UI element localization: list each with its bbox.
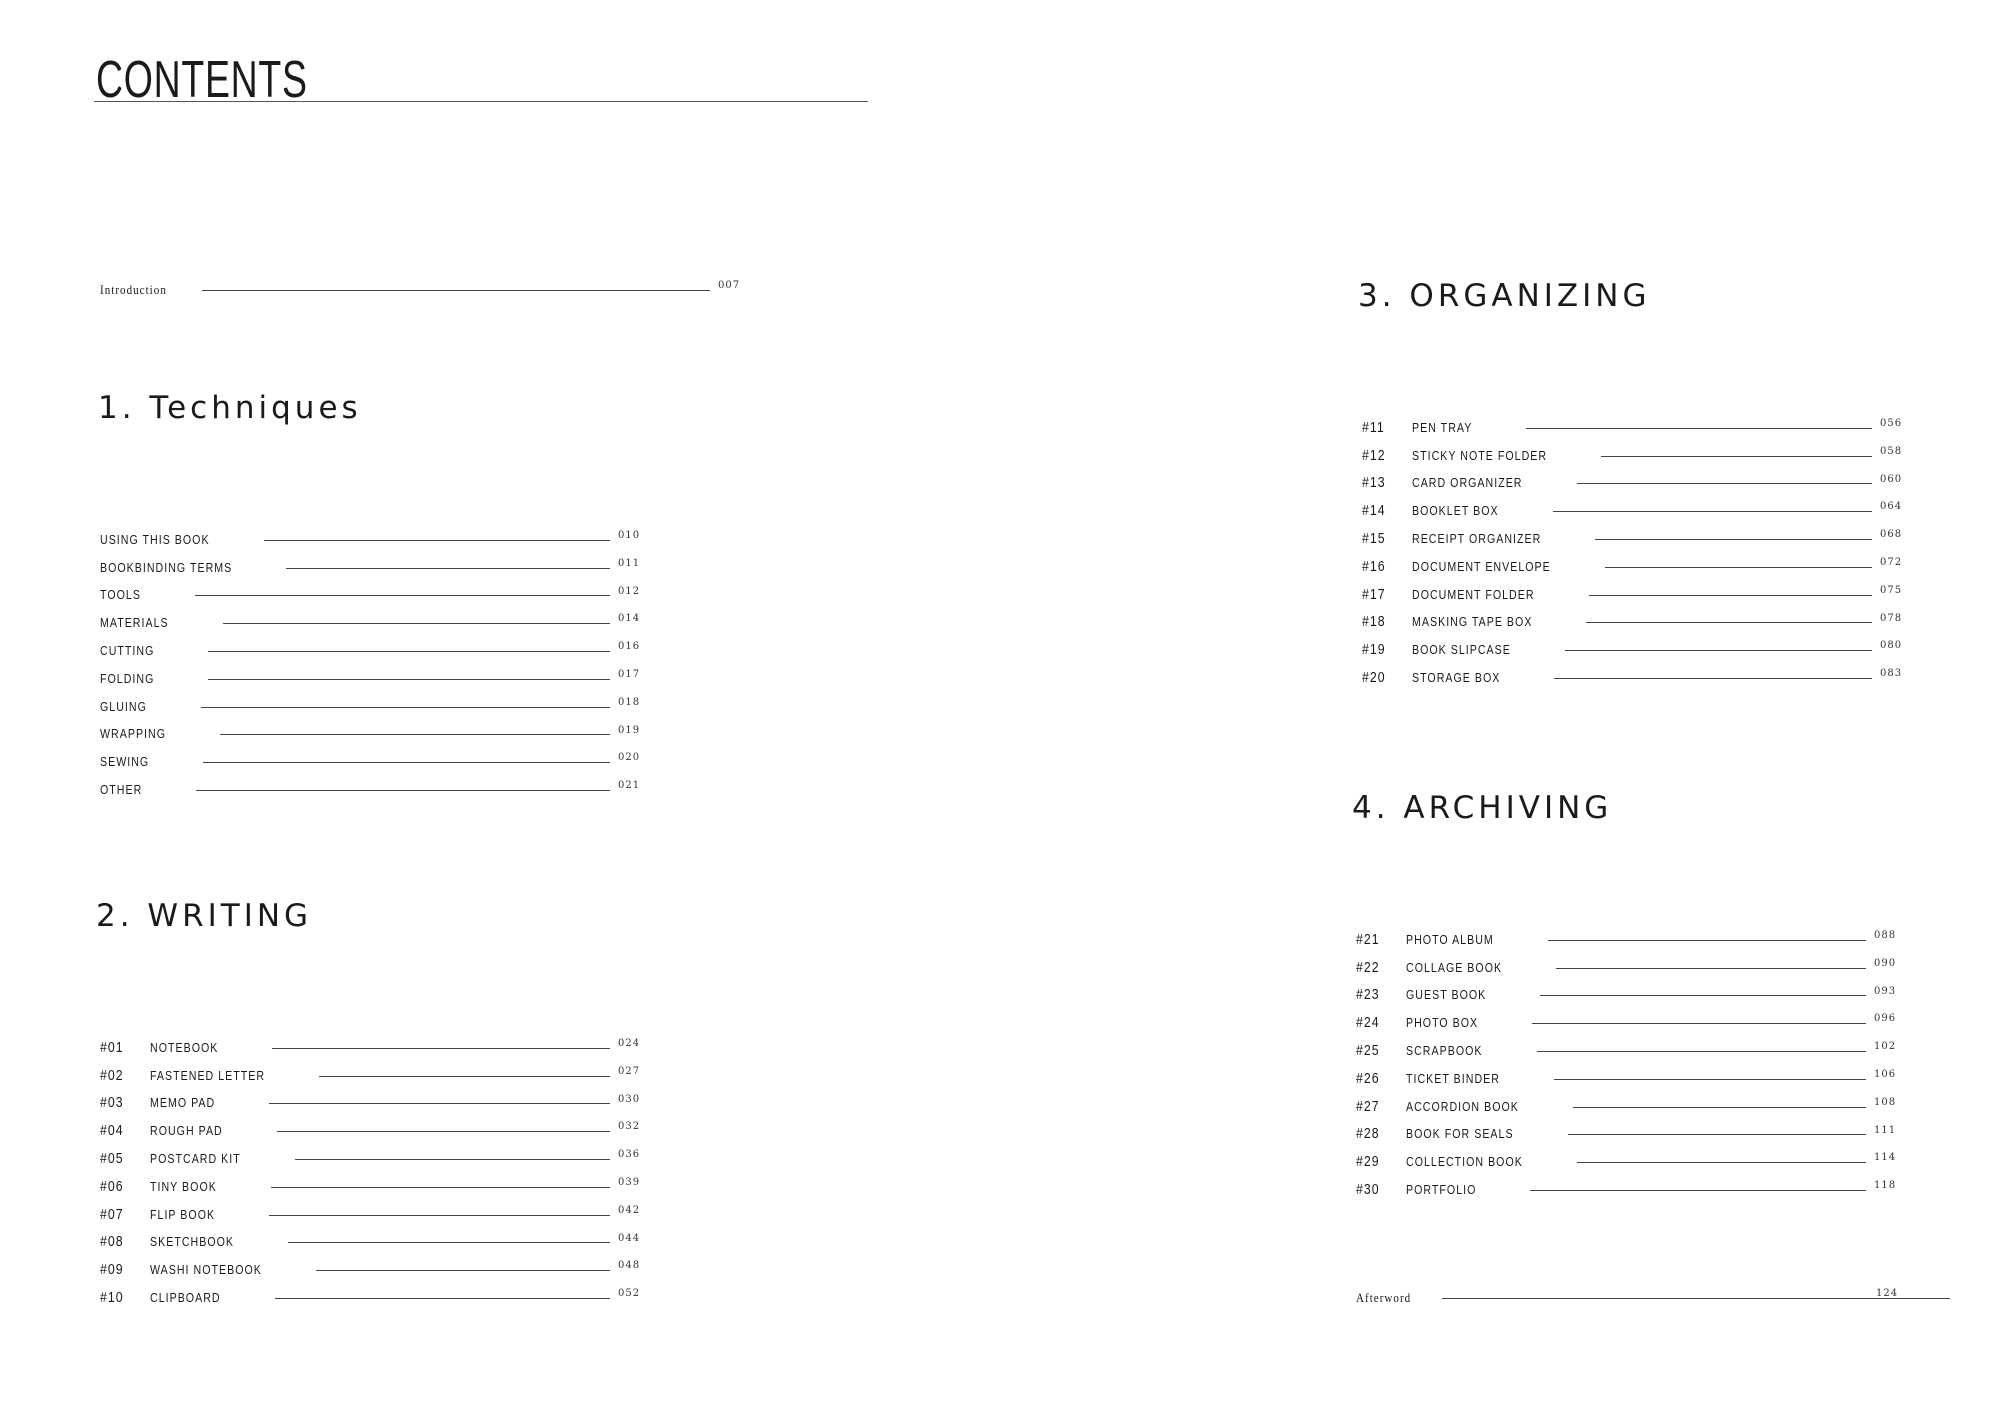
page-number: 075 [1880, 584, 1903, 596]
toc-row[interactable] [100, 721, 640, 749]
leader-line [1526, 428, 1872, 429]
toc-row[interactable] [100, 1173, 640, 1201]
item-number: #19 [1362, 642, 1386, 659]
leader-line [269, 1215, 610, 1216]
leader-line [1573, 1107, 1866, 1108]
leader-line [203, 762, 610, 763]
page-number: 042 [618, 1204, 641, 1216]
page-number: 072 [1880, 556, 1903, 568]
toc-row[interactable] [1356, 982, 1896, 1010]
item-label: CARD ORGANIZER [1412, 476, 1523, 491]
item-label: POSTCARD KIT [150, 1152, 241, 1167]
leader-line [208, 679, 610, 680]
page-number: 064 [1880, 501, 1903, 513]
item-number: #27 [1356, 1098, 1380, 1115]
page-number: 060 [1880, 473, 1903, 485]
item-number: #28 [1356, 1126, 1380, 1143]
toc-row[interactable] [1362, 553, 1902, 581]
leader-line [1548, 940, 1866, 941]
page-number: 032 [618, 1121, 641, 1133]
page-number: 036 [618, 1149, 641, 1161]
leader-line [269, 1103, 610, 1104]
page-number: 058 [1880, 445, 1903, 457]
techniques-list [100, 526, 640, 804]
toc-row[interactable] [1356, 1093, 1896, 1121]
toc-row[interactable] [100, 1145, 640, 1173]
toc-row[interactable] [100, 276, 741, 304]
item-number: #14 [1362, 503, 1386, 520]
page-number: 018 [618, 696, 641, 708]
item-number: #18 [1362, 614, 1386, 631]
page-number: 088 [1874, 930, 1897, 941]
item-label: ROUGH PAD [150, 1124, 223, 1139]
toc-row[interactable] [1362, 636, 1902, 664]
page-number: 030 [618, 1093, 641, 1105]
leader-line [1601, 456, 1872, 457]
leader-line [275, 1298, 610, 1299]
toc-row[interactable] [100, 526, 640, 554]
item-label: SKETCHBOOK [150, 1235, 235, 1250]
page-number: 012 [618, 585, 641, 597]
leader-line [195, 595, 610, 596]
item-label: FASTENED LETTER [150, 1068, 266, 1083]
leader-line [271, 1187, 610, 1188]
toc-row[interactable] [1356, 926, 1896, 954]
item-label: BOOKLET BOX [1412, 504, 1499, 519]
toc-row[interactable] [100, 637, 640, 665]
item-label: GLUING [100, 699, 147, 714]
introduction-label: Introduction [100, 281, 167, 297]
afterword-label: Afterword [1356, 1289, 1412, 1305]
toc-row[interactable] [100, 609, 640, 637]
organizing-list [1362, 414, 1902, 692]
item-number: #30 [1356, 1182, 1380, 1199]
page-number: 106 [1874, 1068, 1897, 1080]
toc-row[interactable] [1362, 497, 1902, 525]
toc-row[interactable] [1356, 1037, 1896, 1065]
leader-line [196, 790, 610, 791]
item-number: #09 [100, 1262, 124, 1279]
item-label: PHOTO ALBUM [1406, 932, 1494, 947]
page-number: 039 [618, 1176, 641, 1188]
page-number: 056 [1880, 418, 1903, 429]
item-number: #12 [1362, 447, 1386, 464]
toc-row[interactable] [1362, 442, 1902, 470]
leader-line [286, 568, 610, 569]
leader-line [220, 734, 610, 735]
toc-row[interactable] [1362, 664, 1902, 692]
leader-line [272, 1048, 610, 1049]
writing-list [100, 1034, 640, 1312]
item-label: MATERIALS [100, 616, 169, 631]
item-label: PEN TRAY [1412, 420, 1473, 435]
item-number: #23 [1356, 987, 1380, 1004]
toc-row[interactable] [100, 776, 640, 804]
item-number: #13 [1362, 475, 1386, 492]
leader-line [295, 1159, 610, 1160]
leader-line [1568, 1134, 1866, 1135]
item-label: TICKET BINDER [1406, 1071, 1500, 1086]
item-number: #08 [100, 1234, 124, 1251]
leader-line [208, 651, 610, 652]
item-number: #16 [1362, 558, 1386, 575]
section-heading-archiving: 4. ARCHIVING [1352, 790, 1613, 826]
toc-row[interactable] [100, 1201, 640, 1229]
leader-line [288, 1242, 610, 1243]
page-number: 124 [1876, 1288, 1899, 1299]
section-heading-techniques: 1. Techniques [98, 390, 362, 426]
toc-row[interactable] [100, 1090, 640, 1118]
item-label: RECEIPT ORGANIZER [1412, 532, 1542, 547]
leader-line [1605, 567, 1872, 568]
toc-row[interactable] [100, 1284, 640, 1312]
toc-row[interactable] [1356, 954, 1896, 982]
toc-row[interactable] [1362, 609, 1902, 637]
item-label: SCRAPBOOK [1406, 1044, 1483, 1059]
page-number: 114 [1874, 1152, 1897, 1164]
leader-line [1595, 539, 1872, 540]
item-number: #29 [1356, 1154, 1380, 1171]
leader-line [1540, 995, 1866, 996]
item-number: #21 [1356, 931, 1380, 948]
page-number: 118 [1874, 1180, 1897, 1192]
toc-row[interactable] [1362, 581, 1902, 609]
toc-row[interactable] [100, 693, 640, 721]
toc-row[interactable] [1356, 1009, 1896, 1037]
item-label: CLIPBOARD [150, 1291, 221, 1306]
page-number: 024 [618, 1038, 641, 1049]
leader-line [1530, 1190, 1866, 1191]
toc-row[interactable] [100, 665, 640, 693]
toc-row[interactable] [1356, 1176, 1896, 1204]
page-number: 019 [618, 724, 641, 736]
item-number: #03 [100, 1095, 124, 1112]
item-number: #06 [100, 1178, 124, 1195]
leader-line [316, 1270, 610, 1271]
page-number: 080 [1880, 640, 1903, 652]
item-label: WASHI NOTEBOOK [150, 1263, 262, 1278]
page-number: 093 [1874, 985, 1897, 997]
leader-line [264, 540, 610, 541]
toc-row[interactable] [1362, 525, 1902, 553]
item-label: BOOK FOR SEALS [1406, 1127, 1514, 1142]
page-number: 020 [618, 752, 641, 764]
leader-line [202, 290, 710, 291]
page-number: 052 [618, 1288, 641, 1300]
toc-row[interactable] [100, 1256, 640, 1284]
item-number: #07 [100, 1206, 124, 1223]
leader-line [1586, 622, 1872, 623]
leader-line [319, 1076, 610, 1077]
item-label: COLLECTION BOOK [1406, 1155, 1523, 1170]
contents-title: CONTENTS [96, 51, 308, 109]
leader-line [201, 707, 610, 708]
item-label: MASKING TAPE BOX [1412, 615, 1533, 630]
page-number: 078 [1880, 612, 1903, 624]
item-label: NOTEBOOK [150, 1040, 219, 1055]
title-underline [94, 101, 868, 102]
page-number: 096 [1874, 1013, 1897, 1025]
page-number: 068 [1880, 529, 1903, 541]
item-label: OTHER [100, 783, 143, 798]
page-number: 111 [1874, 1124, 1897, 1136]
page-number: 016 [618, 641, 641, 653]
leader-line [1589, 595, 1872, 596]
section-heading-writing: 2. WRITING [96, 898, 313, 934]
toc-row[interactable] [1362, 470, 1902, 498]
item-label: USING THIS BOOK [100, 532, 210, 547]
item-number: #22 [1356, 959, 1380, 976]
leader-line [277, 1131, 610, 1132]
archiving-list [1356, 926, 1896, 1204]
item-number: #20 [1362, 670, 1386, 687]
item-label: TINY BOOK [150, 1179, 217, 1194]
leader-line [1442, 1298, 1950, 1299]
item-number: #01 [100, 1039, 124, 1056]
leader-line [1577, 483, 1872, 484]
page-number: 021 [618, 780, 641, 792]
page-number: 017 [618, 668, 641, 680]
item-label: BOOKBINDING TERMS [100, 560, 233, 575]
toc-row[interactable] [100, 1117, 640, 1145]
leader-line [1554, 1079, 1866, 1080]
toc-row[interactable] [100, 1034, 640, 1062]
page-number: 083 [1880, 668, 1903, 680]
toc-row[interactable] [1356, 1121, 1896, 1149]
item-label: STORAGE BOX [1412, 671, 1501, 686]
page-number: 014 [618, 613, 641, 625]
item-number: #11 [1362, 419, 1385, 436]
page-number: 011 [618, 557, 641, 569]
toc-row[interactable] [100, 748, 640, 776]
toc-row[interactable] [1362, 414, 1902, 442]
afterword-entry[interactable] [1356, 1284, 1899, 1312]
toc-row[interactable] [1356, 1284, 1899, 1312]
item-label: COLLAGE BOOK [1406, 960, 1503, 975]
toc-row[interactable] [100, 1229, 640, 1257]
item-label: ACCORDION BOOK [1406, 1099, 1519, 1114]
item-label: PHOTO BOX [1406, 1016, 1479, 1031]
toc-row[interactable] [100, 582, 640, 610]
item-number: #04 [100, 1123, 124, 1140]
toc-row[interactable] [1356, 1148, 1896, 1176]
leader-line [1553, 511, 1872, 512]
item-number: #10 [100, 1290, 124, 1307]
item-label: FOLDING [100, 671, 155, 686]
leader-line [1565, 650, 1872, 651]
toc-row[interactable] [100, 1062, 640, 1090]
item-label: TOOLS [100, 588, 141, 603]
page-number: 010 [618, 530, 641, 541]
page-number: 027 [618, 1065, 641, 1077]
toc-row[interactable] [100, 554, 640, 582]
item-number: #15 [1362, 531, 1386, 548]
item-label: FLIP BOOK [150, 1207, 216, 1222]
leader-line [223, 623, 610, 624]
page-number: 102 [1874, 1041, 1897, 1053]
page-number: 044 [618, 1232, 641, 1244]
item-label: MEMO PAD [150, 1096, 216, 1111]
page-number: 048 [618, 1260, 641, 1272]
item-label: CUTTING [100, 644, 155, 659]
page-number: 007 [718, 280, 741, 291]
page-number: 090 [1874, 957, 1897, 969]
toc-row[interactable] [1356, 1065, 1896, 1093]
item-number: #17 [1362, 586, 1386, 603]
item-label: DOCUMENT FOLDER [1412, 587, 1535, 602]
section-heading-organizing: 3. ORGANIZING [1358, 278, 1651, 314]
item-number: #05 [100, 1151, 124, 1168]
item-number: #25 [1356, 1043, 1380, 1060]
leader-line [1577, 1162, 1866, 1163]
item-number: #24 [1356, 1015, 1380, 1032]
item-label: WRAPPING [100, 727, 167, 742]
leader-line [1532, 1023, 1866, 1024]
item-number: #26 [1356, 1070, 1380, 1087]
leader-line [1554, 678, 1872, 679]
introduction-entry[interactable] [100, 276, 741, 304]
item-label: DOCUMENT ENVELOPE [1412, 559, 1551, 574]
leader-line [1537, 1051, 1867, 1052]
page-number: 108 [1874, 1096, 1897, 1108]
item-label: STICKY NOTE FOLDER [1412, 448, 1548, 463]
item-label: SEWING [100, 755, 150, 770]
item-label: BOOK SLIPCASE [1412, 643, 1511, 658]
leader-line [1556, 968, 1866, 969]
item-label: PORTFOLIO [1406, 1183, 1477, 1198]
item-label: GUEST BOOK [1406, 988, 1487, 1003]
item-number: #02 [100, 1067, 124, 1084]
